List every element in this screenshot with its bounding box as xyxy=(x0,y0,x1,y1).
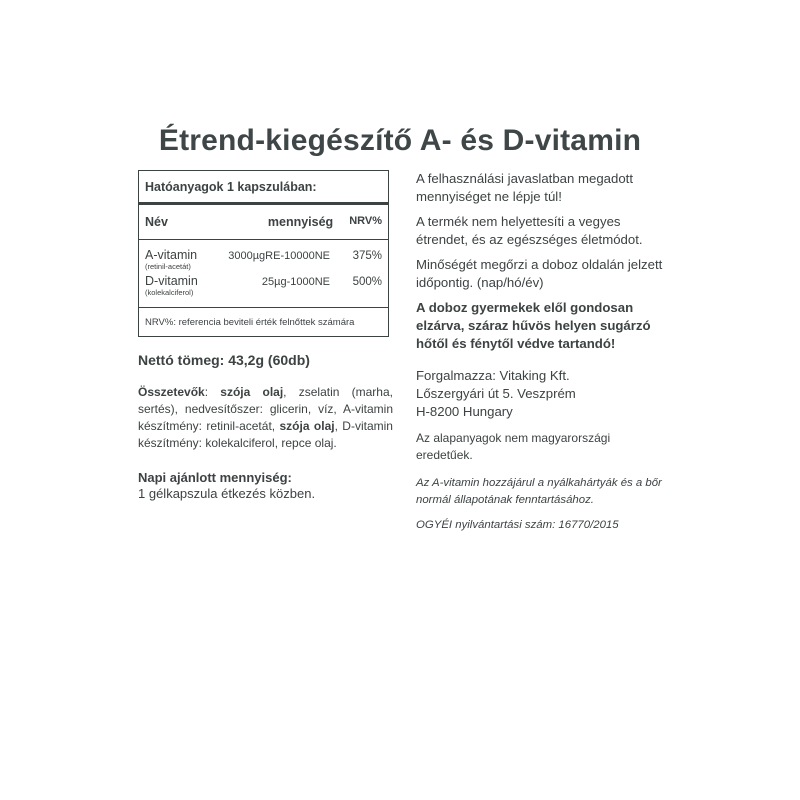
facts-footnote: NRV%: referencia beviteli érték felnőttek számára xyxy=(145,317,355,328)
row-amount: 25µg-1000NE xyxy=(261,276,330,288)
col-nrv: NRV% xyxy=(349,215,382,227)
ingredients-part: , zselatin (marha, sertés), nedvesítőszer: glicerin, víz, A-vitamin készítmény: retinil-acetát, xyxy=(138,385,393,433)
row-nrv: 375% xyxy=(352,250,382,262)
row-amount: 3000µgRE-10000NE xyxy=(228,250,330,262)
facts-heading: Hatóanyagok 1 kapszulában: xyxy=(145,180,317,194)
distributor-line: Forgalmazza: Vitaking Kft. xyxy=(416,368,570,383)
nutrition-facts-table xyxy=(138,170,389,337)
right-column xyxy=(416,170,670,541)
distributor-line: H-8200 Hungary xyxy=(416,404,513,419)
best-before-text: Minőségét megőrzi a doboz oldalán jelzett időpontig. (nap/hó/év) xyxy=(416,257,663,290)
col-amount: mennyiség xyxy=(267,215,334,229)
health-claim-text: Az A-vitamin hozzájárul a nyálkahártyák és a bőr normál állapotának fenntartásához. xyxy=(416,477,662,506)
row-nrv: 500% xyxy=(352,276,382,288)
row-name: D-vitamin xyxy=(145,274,198,288)
ingredients-part: : xyxy=(204,385,221,399)
row-name: A-vitamin xyxy=(145,248,198,262)
ingredients-part: , D-vitamin készítmény: kolekalciferol, repce olaj. xyxy=(138,419,393,450)
left-column xyxy=(138,170,393,501)
ingredients-label: Összetevők xyxy=(138,385,205,399)
col-name: Név xyxy=(145,215,168,229)
distributor-line: Lőszergyári út 5. Veszprém xyxy=(416,386,576,401)
registration-number: OGYÉI nyilvántartási szám: 16770/2015 xyxy=(416,519,619,531)
facts-column-headers xyxy=(139,205,388,239)
warning-text: A felhasználási javaslatban megadott mennyiséget ne lépje túl! xyxy=(416,171,634,204)
storage-text: A doboz gyermekek elől gondosan elzárva, száraz hűvös helyen sugárzó hőtől és fénytől védve tartandó! xyxy=(416,300,651,351)
row-subtitle: (kolekalciferol) xyxy=(145,288,194,297)
allergen-highlight: szója olaj xyxy=(220,385,284,399)
row-subtitle: (retinil-acetát) xyxy=(145,262,191,271)
product-title: Étrend-kiegészítő A- és D-vitamin xyxy=(158,124,642,157)
allergen-highlight: szója olaj xyxy=(279,419,335,433)
net-weight: Nettó tömeg: 43,2g (60db) xyxy=(138,352,310,368)
origin-text: Az alapanyagok nem magyarországi eredetűek. xyxy=(416,431,611,462)
dosage-text: 1 gélkapszula étkezés közben. xyxy=(138,486,316,501)
diet-warning-text: A termék nem helyettesíti a vegyes étrendet, és az egészséges életmódot. xyxy=(416,214,643,247)
dosage-heading: Napi ajánlott mennyiség: xyxy=(138,470,292,485)
table-row xyxy=(139,240,388,271)
ingredients-text xyxy=(138,384,393,452)
table-row xyxy=(139,271,388,307)
